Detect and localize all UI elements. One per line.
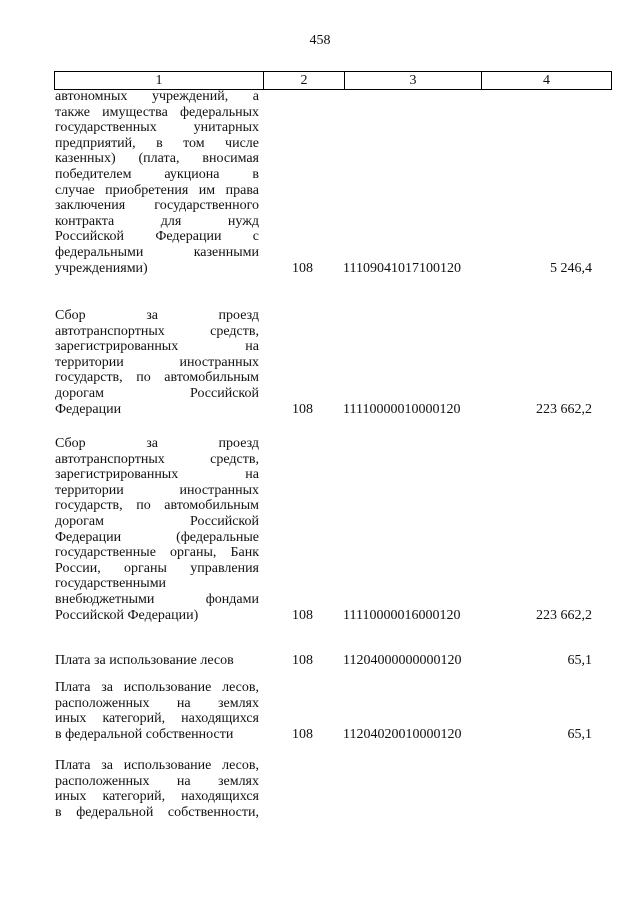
header-col-3: 3 <box>345 72 482 89</box>
table-header <box>54 71 612 90</box>
amount: 65,1 <box>567 653 592 668</box>
classification-code: 11110000016000120 <box>343 607 461 623</box>
description-line: Плата за использование лесов <box>55 653 234 668</box>
description-line: в федеральной собственности <box>55 726 234 742</box>
classification-code: 11110000010000120 <box>343 401 461 417</box>
description-line: автотранспортных средств, <box>55 323 259 339</box>
admin-code: 108 <box>292 726 313 742</box>
description-line: иных категорий, находящихся <box>55 789 259 805</box>
table-row <box>55 758 610 820</box>
description-line: учреждениями) <box>55 260 148 276</box>
table-row <box>55 89 610 276</box>
description-line: Федерации (федеральные <box>55 529 259 545</box>
description-line: в федеральной собственности, <box>55 804 259 820</box>
header-col-1: 1 <box>55 72 264 89</box>
admin-code: 108 <box>292 653 313 668</box>
header-col-4: 4 <box>543 73 550 88</box>
amount: 223 662,2 <box>536 607 592 623</box>
row-description <box>55 758 259 820</box>
description-line: заключения государственного <box>55 198 259 214</box>
description-line: Российской Федерации) <box>55 607 199 623</box>
amount: 65,1 <box>567 726 592 742</box>
amount: 5 246,4 <box>550 260 592 276</box>
description-line: контракта для нужд <box>55 213 259 229</box>
header-col-2: 2 <box>264 72 345 89</box>
row-description <box>55 680 259 742</box>
description-line: Федерации <box>55 401 122 417</box>
description-line: победителем аукциона в <box>55 166 259 182</box>
description-line: казенных) (плата, вносимая <box>55 151 259 167</box>
description-line: федеральными казенными <box>55 244 259 260</box>
admin-code: 108 <box>292 607 313 623</box>
description-line: расположенных на землях <box>55 695 259 711</box>
description-line: дорогам Российской <box>55 385 259 401</box>
classification-code: 11109041017100120 <box>343 260 461 276</box>
description-line: Сбор за проезд <box>55 436 259 451</box>
description-line: государств, по автомобильным <box>55 370 259 386</box>
description-line: случае приобретения им права <box>55 182 259 198</box>
description-line: территории иностранных <box>55 354 259 370</box>
description-line: автономных учреждений, а <box>55 89 259 104</box>
description-line: Сбор за проезд <box>55 308 259 323</box>
row-description <box>55 436 259 623</box>
description-line: расположенных на землях <box>55 773 259 789</box>
description-line: дорогам Российской <box>55 513 259 529</box>
row-description <box>55 653 259 669</box>
description-line: автотранспортных средств, <box>55 451 259 467</box>
description-line: предприятий, в том числе <box>55 135 259 151</box>
description-line: Российской Федерации с <box>55 229 259 245</box>
row-description <box>55 308 259 417</box>
table-row <box>55 436 610 623</box>
description-line: территории иностранных <box>55 482 259 498</box>
admin-code: 108 <box>292 401 313 417</box>
description-line: Плата за использование лесов, <box>55 680 259 695</box>
admin-code: 108 <box>292 260 313 276</box>
description-line: государственными <box>55 576 167 592</box>
row-description <box>55 89 259 276</box>
description-line: государственных унитарных <box>55 120 259 136</box>
description-line: иных категорий, находящихся <box>55 711 259 727</box>
amount: 223 662,2 <box>536 401 592 417</box>
description-line: государств, по автомобильным <box>55 498 259 514</box>
page-number: 458 <box>309 33 331 48</box>
table-row <box>55 680 610 742</box>
description-line: государственные органы, Банк <box>55 545 259 561</box>
description-line: внебюджетными фондами <box>55 591 259 607</box>
table-row <box>55 653 610 669</box>
classification-code: 11204020010000120 <box>343 726 462 742</box>
description-line: России, органы управления <box>55 560 259 576</box>
table-row <box>55 308 610 417</box>
classification-code: 11204000000000120 <box>343 653 462 668</box>
description-line: Плата за использование лесов, <box>55 758 259 773</box>
description-line: зарегистрированных на <box>55 339 259 355</box>
description-line: также имущества федеральных <box>55 104 259 120</box>
description-line: зарегистрированных на <box>55 467 259 483</box>
